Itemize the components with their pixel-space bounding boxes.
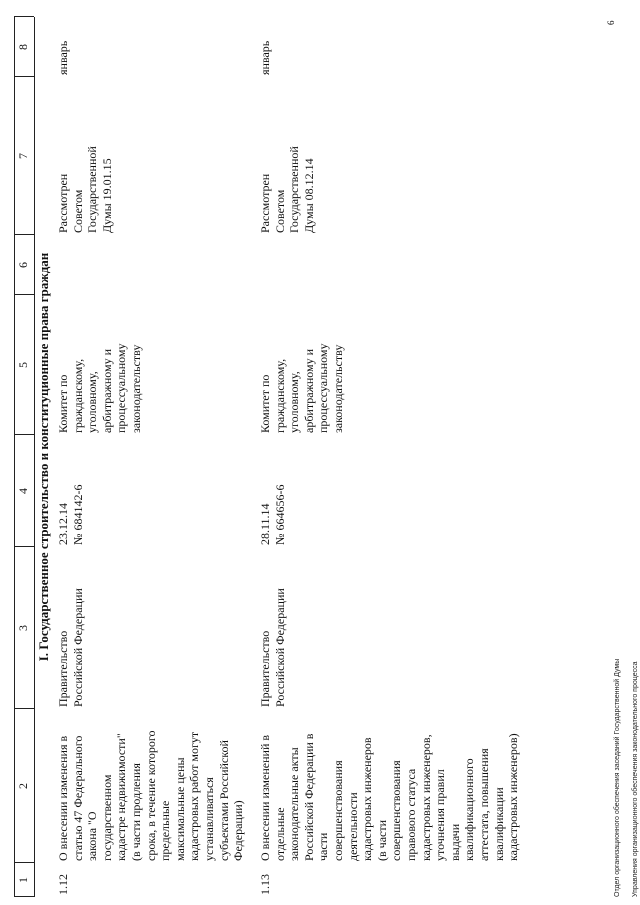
section-title: I. Государственное строительство и конституционные права граждан	[36, 252, 51, 662]
col-header: 8	[16, 44, 30, 50]
period: январь	[258, 40, 272, 75]
footer-line-1: Отдел организационного обеспечения заседаний Государственной Думы	[614, 658, 621, 897]
row-number: 1.13	[258, 874, 272, 895]
bill-table	[14, 17, 594, 897]
col-header: 7	[16, 153, 30, 159]
bill-title: О внесении изменений в отдельные законодательные акты Российской Федерации в части совершенствования деятельности кадастровых инженеров (в части совершенствования правового статуса кадастровых инженеров, уточнения правил выдачи квалификационного аттестата, повышения квалификации кадастровых инженеров)	[258, 733, 521, 861]
footer-line-2: Управления организационного обеспечения законодательного процесса	[632, 661, 639, 897]
footer	[604, 659, 640, 897]
registration: 23.12.14 № 684142-6	[56, 484, 85, 545]
bill-status: Рассмотрен Советом Государственной Думы 19.01.15	[56, 146, 114, 233]
period: январь	[56, 40, 70, 75]
committee: Комитет по гражданскому, уголовному, арбитражному и процессуальному законодательству	[258, 343, 345, 433]
registration: 28.11.14 № 664656-6	[258, 484, 287, 545]
col-header: 2	[16, 783, 30, 789]
column-number-row	[14, 17, 34, 897]
col-header: 3	[16, 625, 30, 631]
bill-title: О внесении изменения в статью 47 Федерального закона "О государственном кадастре недвижимости" (в части продления срока, в течение которого предельные максимальные цены кадастровых работ могут устанавливаться субъектами Российской Федерации)	[56, 730, 246, 861]
header-bottom-border	[34, 17, 35, 897]
bill-status: Рассмотрен Советом Государственной Думы 08.12.14	[258, 146, 316, 233]
col-header: 5	[16, 362, 30, 368]
bill-author: Правительство Российской Федерации	[258, 588, 287, 707]
col-header: 6	[16, 262, 30, 268]
col-header: 4	[16, 488, 30, 494]
row-number: 1.12	[56, 874, 70, 895]
bill-author: Правительство Российской Федерации	[56, 588, 85, 707]
col-header: 1	[16, 877, 30, 883]
committee: Комитет по гражданскому, уголовному, арбитражному и процессуальному законодательству	[56, 343, 143, 433]
page-number: 6	[606, 20, 616, 25]
